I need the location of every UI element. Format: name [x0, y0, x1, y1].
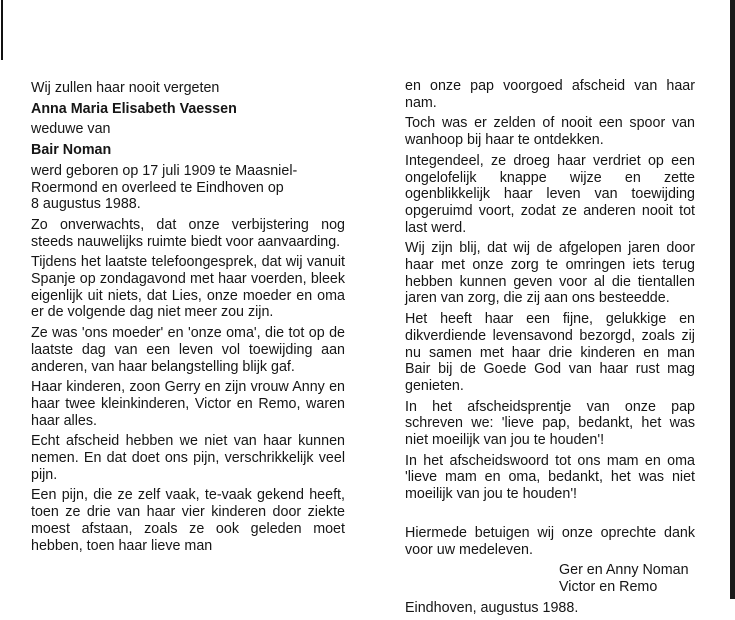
memorial-heading: Wij zullen haar nooit vergeten — [31, 80, 220, 96]
paragraph: Tijdens het laatste telefoongesprek, dat wij vanuit Spanje op zondagavond met haar voerden, bleek eigenlijk uit niets, dat Lies, onze moeder en oma er de volgende dag niet meer zou zijn. — [31, 254, 345, 321]
scan-edge-mark — [1, 0, 3, 60]
birth-line: werd geboren op 17 juli 1909 te Maasniel- — [31, 162, 298, 179]
paragraph: Echt afscheid hebben we niet van haar kunnen nemen. En dat doet ons pijn, verschrikkelijk veel pijn. — [31, 433, 345, 483]
signature-line: Victor en Remo — [559, 578, 658, 595]
paragraph: Het heeft haar een fijne, gelukkige en dikverdiende levensavond bezorgd, zoals zij nu samen met haar drie kinderen en man Bair bij de Goede God van haar rust mag genieten. — [405, 311, 695, 394]
paragraph: Wij zijn blij, dat wij de afgelopen jaren door haar met onze zorg te omringen iets terug hebben kunnen geven voor al die tientallen jaren van zorg, die zij aan ons besteedde. — [405, 240, 695, 307]
scan-right-border — [730, 0, 735, 599]
left-column — [31, 80, 345, 558]
deceased-name: Anna Maria Elisabeth Vaessen — [31, 100, 237, 117]
paragraph: Een pijn, die ze zelf vaak, te-vaak gekend heeft, toen ze drie van haar vier kinderen door ziekte moest afstaan, zoals ze ook geleden moet hebben, toen haar lieve man — [31, 487, 345, 554]
paragraph: In het afscheidswoord tot ons mam en oma 'lieve mam en oma, bedankt, het was niet moeilijk van jou te houden'! — [405, 452, 695, 503]
right-column — [405, 78, 695, 620]
paragraph: en onze pap voorgoed afscheid van haar nam. — [405, 78, 695, 111]
signature-line: Ger en Anny Noman — [559, 562, 689, 579]
paragraph: Integendeel, ze droeg haar verdriet op een ongelofelijk knappe wijze en zette ogenblikkelijk haar leven van toewijding opgeruimd voort, zodat ze anderen nooit tot last werd. — [405, 152, 695, 236]
paragraph: Ze was 'ons moeder' en 'onze oma', die tot op de laatste dag van een leven vol toewijding aan anderen, van haar belangstelling blijk gaf. — [31, 325, 345, 375]
birth-line: Roermond en overleed te Eindhoven op — [31, 179, 284, 196]
birth-line: 8 augustus 1988. — [31, 196, 141, 213]
paragraph: Haar kinderen, zoon Gerry en zijn vrouw Anny en haar twee kleinkinderen, Victor en Remo, waren haar alles. — [31, 379, 345, 429]
place-date: Eindhoven, augustus 1988. — [405, 599, 579, 616]
paragraph: Zo onverwachts, dat onze verbijstering nog steeds nauwelijks ruimte biedt voor aanvaarding. — [31, 216, 345, 250]
signature-block — [405, 562, 695, 595]
birth-death-statement — [31, 163, 345, 213]
spouse-name: Bair Noman — [31, 142, 112, 159]
closing-thanks: Hiermede betuigen wij onze oprechte dank voor uw medeleven. — [405, 524, 695, 558]
paragraph: Toch was er zelden of nooit een spoor van wanhoop bij haar te ontdekken. — [405, 115, 695, 149]
paragraph: In het afscheidsprentje van onze pap schreven we: 'lieve pap, bedankt, het was niet moeilijk van jou te houden'! — [405, 398, 695, 449]
widow-of-label: weduwe van — [31, 121, 111, 138]
